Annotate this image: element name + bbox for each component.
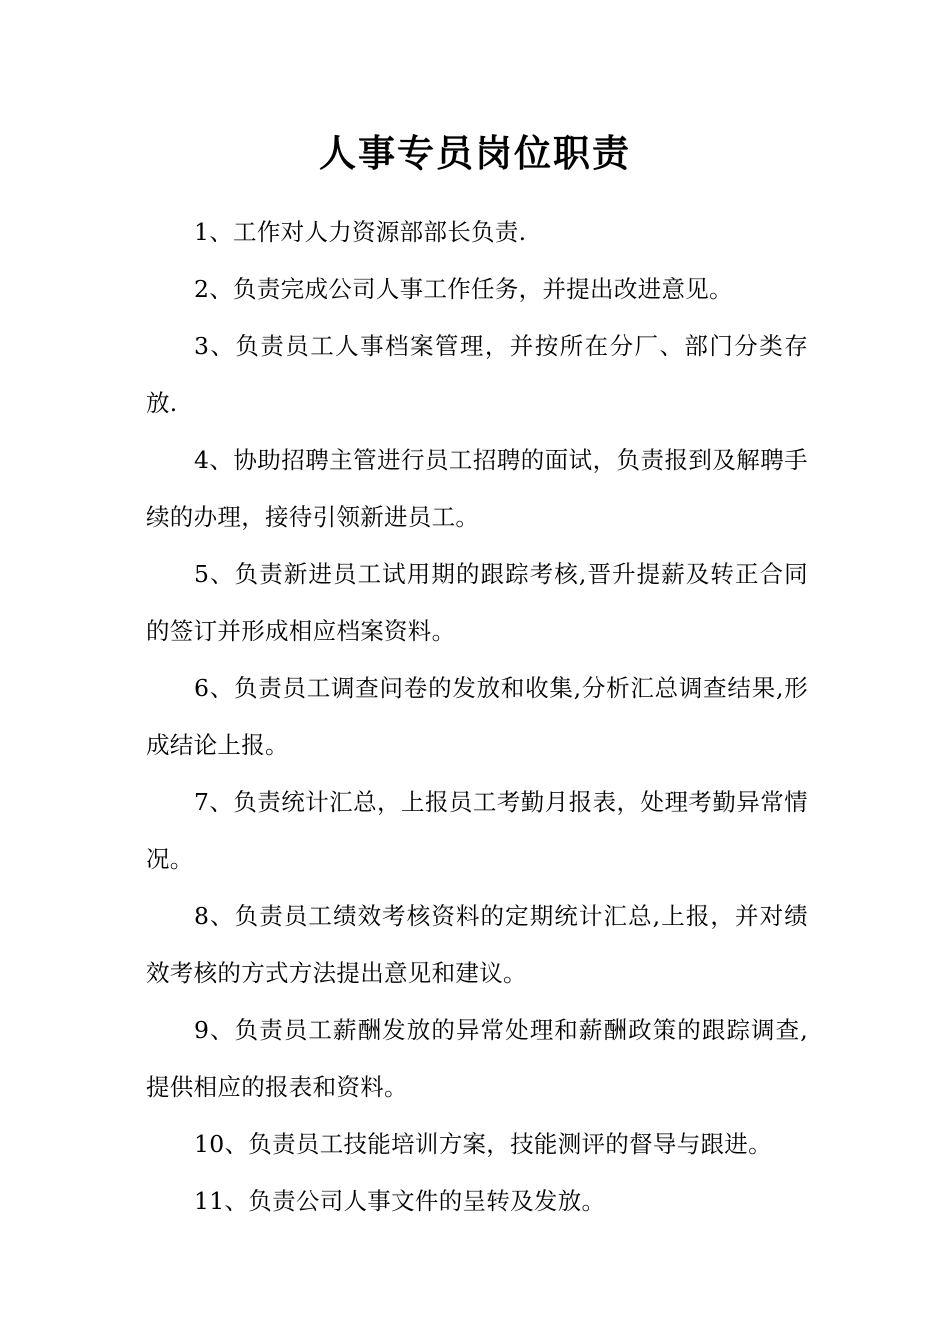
document-body bbox=[146, 204, 808, 1230]
duty-item-5: 5、负责新进员工试用期的跟踪考核,晋升提薪及转正合同的签订并形成相应档案资料。 bbox=[146, 560, 808, 645]
duty-item-8: 8、负责员工绩效考核资料的定期统计汇总,上报，并对绩效考核的方式方法提出意见和建议。 bbox=[146, 902, 808, 987]
duty-item-9: 9、负责员工薪酬发放的异常处理和薪酬政策的跟踪调查,提供相应的报表和资料。 bbox=[146, 1016, 808, 1101]
duty-item-6: 6、负责员工调查问卷的发放和收集,分析汇总调查结果,形成结论上报。 bbox=[146, 674, 808, 759]
document-title: 人事专员岗位职责 bbox=[319, 131, 631, 175]
duty-item-11: 11、负责公司人事文件的呈转及发放。 bbox=[194, 1187, 606, 1215]
duty-item-2: 2、负责完成公司人事工作任务，并提出改进意见。 bbox=[194, 275, 733, 303]
duty-item-10: 10、负责员工技能培训方案，技能测评的督导与跟进。 bbox=[194, 1130, 772, 1158]
duty-item-1: 1、工作对人力资源部部长负责. bbox=[194, 218, 527, 246]
duty-item-3: 3、负责员工人事档案管理，并按所在分厂、部门分类存放. bbox=[146, 332, 808, 417]
duty-item-7: 7、负责统计汇总，上报员工考勤月报表，处理考勤异常情况。 bbox=[146, 788, 808, 873]
duty-item-4: 4、协助招聘主管进行员工招聘的面试，负责报到及解聘手续的办理，接待引领新进员工。 bbox=[146, 446, 808, 531]
